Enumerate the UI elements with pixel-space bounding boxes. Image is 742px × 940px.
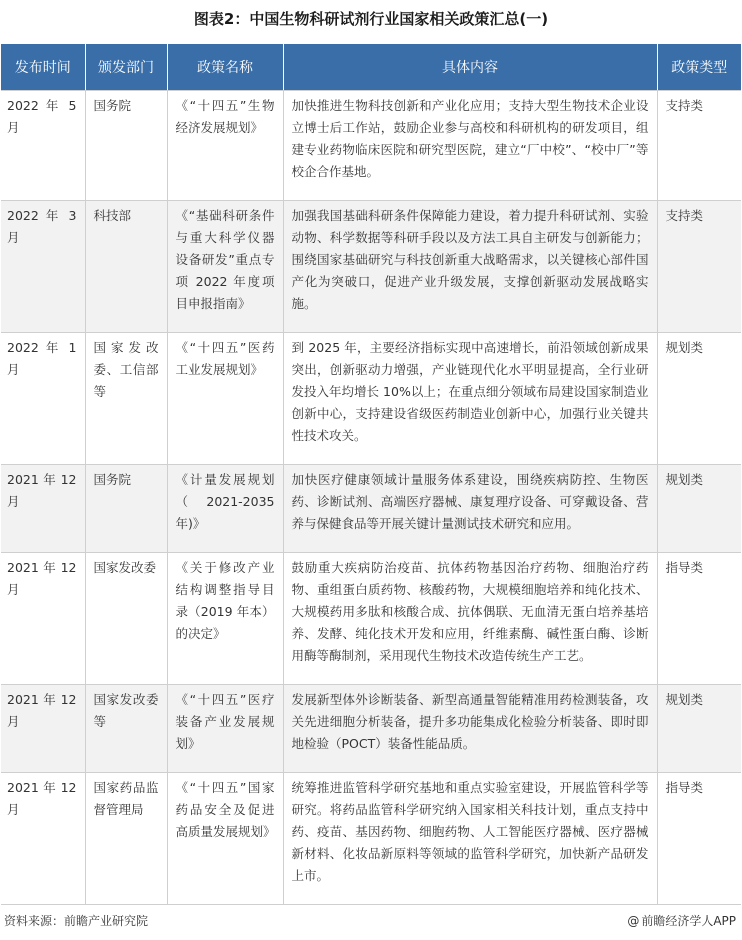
cell-dept: 科技部 (85, 201, 167, 333)
cell-content: 鼓励重大疾病防治疫苗、抗体药物基因治疗药物、细胞治疗药物、重组蛋白质药物、核酸药物，大规模细胞培养和纯化技术、大规模药用多肽和核酸合成、抗体偶联、无血清无蛋白培养基培养、发酵、纯化技术开发和应用，纤维素酶、碱性蛋白酶、诊断用酶等酶制剂，采用现代生物技术改造传统生产工艺。 (283, 553, 657, 685)
cell-dept: 国务院 (85, 465, 167, 553)
cell-name: 《“十四五”国家药品安全及促进高质量发展规划》 (167, 773, 283, 905)
column-header-content: 具体内容 (283, 44, 657, 91)
cell-dept: 国家药品监督管理局 (85, 773, 167, 905)
column-header-name: 政策名称 (167, 44, 283, 91)
cell-name: 《“基础科研条件与重大科学仪器设备研发”重点专项 2022 年度项目申报指南》 (167, 201, 283, 333)
cell-dept: 国务院 (85, 91, 167, 201)
footer (0, 912, 742, 932)
cell-type: 指导类 (657, 773, 741, 905)
table-row (1, 333, 741, 465)
source-note: 资料来源：前瞻产业研究院 (4, 914, 149, 928)
cell-dept: 国家发改委 (85, 553, 167, 685)
brand-name: 前瞻经济学人APP (641, 914, 736, 928)
page-title: 图表2：中国生物科研试剂行业国家相关政策汇总(一) (193, 10, 549, 28)
cell-content: 加强我国基础科研条件保障能力建设，着力提升科研试剂、实验动物、科学数据等科研手段以及方法工具自主研发与创新能力；围绕国家基础研究与科技创新重大战略需求，以关键核心部件国产化为突破口，促进产业升级发展，支撑创新驱动发展战略实施。 (283, 201, 657, 333)
table-row (1, 465, 741, 553)
cell-date: 2021 年 12 月 (1, 685, 85, 773)
cell-date: 2021 年 12 月 (1, 773, 85, 905)
cell-date: 2021 年 12 月 (1, 465, 85, 553)
cell-name: 《计量发展规划（ 2021-2035 年)》 (167, 465, 283, 553)
cell-type: 规划类 (657, 465, 741, 553)
table-row (1, 553, 741, 685)
at-symbol: @ (627, 914, 640, 928)
policy-table (1, 44, 741, 905)
cell-name: 《“十四五”生物经济发展规划》 (167, 91, 283, 201)
table-row (1, 201, 741, 333)
table-row (1, 773, 741, 905)
cell-date: 2021 年 12 月 (1, 553, 85, 685)
brand-credit (627, 912, 736, 929)
cell-date: 2022 年 3 月 (1, 201, 85, 333)
table-header-row (1, 44, 741, 91)
cell-type: 支持类 (657, 91, 741, 201)
cell-content: 统筹推进监管科学研究基地和重点实验室建设，开展监管科学等研究。将药品监管科学研究纳入国家相关科技计划，重点支持中药、疫苗、基因药物、细胞药物、人工智能医疗器械、医疗器械新材料、化妆品新原料等领域的监管科学研究，加快新产品研发上市。 (283, 773, 657, 905)
cell-name: 《“十四五”医疗装备产业发展规划》 (167, 685, 283, 773)
cell-content: 到 2025 年，主要经济指标实现中高速增长，前沿领域创新成果突出，创新驱动力增强，产业链现代化水平明显提高，全行业研发投入年均增长 10%以上；在重点细分领域布局建设国家制造业创新中心，支持建设省级医药制造业创新中心，加强行业关键共性技术攻关。 (283, 333, 657, 465)
table-row (1, 91, 741, 201)
cell-type: 规划类 (657, 333, 741, 465)
cell-dept: 国家发改委等 (85, 685, 167, 773)
cell-dept: 国家发改委、工信部等 (85, 333, 167, 465)
cell-name: 《“十四五”医药工业发展规划》 (167, 333, 283, 465)
cell-date: 2022 年 1 月 (1, 333, 85, 465)
cell-content: 发展新型体外诊断装备、新型高通量智能精准用药检测装备，攻关先进细胞分析装备，提升多功能集成化检验分析装备、即时即地检验（POCT）装备性能品质。 (283, 685, 657, 773)
column-header-date: 发布时间 (1, 44, 85, 91)
cell-type: 规划类 (657, 685, 741, 773)
cell-type: 支持类 (657, 201, 741, 333)
cell-content: 加快推进生物科技创新和产业化应用；支持大型生物技术企业设立博士后工作站，鼓励企业参与高校和科研机构的研发项目，组建专业药物临床医院和研究型医院，建立“厂中校”、“校中厂”等校企合作基地。 (283, 91, 657, 201)
cell-date: 2022 年 5 月 (1, 91, 85, 201)
column-header-dept: 颁发部门 (85, 44, 167, 91)
table-row (1, 685, 741, 773)
cell-name: 《关于修改产业结构调整指导目录（2019 年本）的决定》 (167, 553, 283, 685)
column-header-type: 政策类型 (657, 44, 741, 91)
cell-type: 指导类 (657, 553, 741, 685)
cell-content: 加快医疗健康领域计量服务体系建设，围绕疾病防控、生物医药、诊断试剂、高端医疗器械、康复理疗设备、可穿戴设备、营养与保健食品等开展关键计量测试技术研究和应用。 (283, 465, 657, 553)
